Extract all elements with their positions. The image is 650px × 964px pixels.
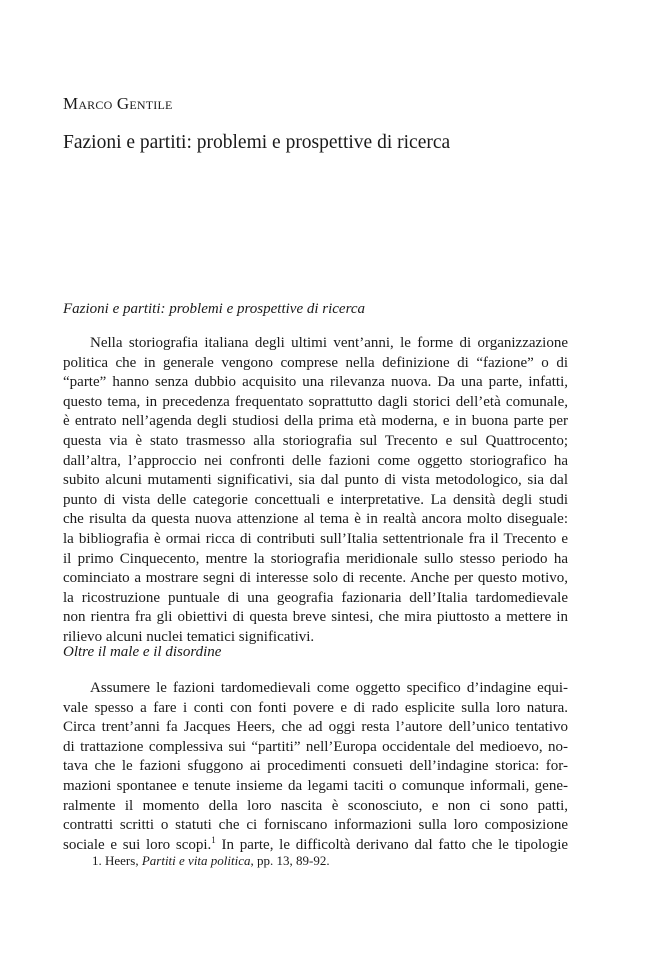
footnote-author: Heers,: [105, 853, 139, 868]
text-line: è entrato nell’agenda degli studiosi della prima età moderna, e in buona parte per: [63, 413, 568, 430]
footnote-1: [92, 853, 330, 869]
text-line: dall’altra, l’approccio nei confronti delle fazioni come oggetto storiografico ha: [63, 452, 568, 469]
footnote-pages: , pp. 13, 89-92.: [250, 853, 330, 868]
text-line: ralmente il momento della loro nascita è sconosciuto, e non ci sono patti,: [63, 797, 568, 814]
text-line: la ricostruzione puntuale di una geografia fazionaria dell’Italia tardomedievale: [63, 589, 568, 606]
text-line: mazioni spontanee e tenute insieme da legami taciti o comunque informali, gene-: [63, 777, 568, 794]
text-line: cominciato a mostrare segni di interesse solo di recente. Anche per questo motivo,: [63, 570, 568, 587]
text-line: questa via è stato trasmesso alla storiografia sul Trecento e sul Quattrocento;: [63, 432, 568, 449]
text-line: la bibliografia è ormai ricca di contributi sull’Italia settentrionale fra il Trecento e: [63, 530, 568, 547]
paragraph-oltre: [63, 679, 568, 855]
text-line: punto di vista delle categorie concettuali e interpretative. La densità degli studi: [63, 491, 568, 508]
chapter-title: Fazioni e partiti: problemi e prospettive di ricerca: [63, 132, 451, 153]
text-line: contratti scritti o statuti che ci forniscano informazioni sulla loro composizione: [63, 817, 568, 834]
text-line: subito alcuni mutamenti significativi, sia dal punto di vista metodologico, sia dal: [63, 472, 568, 489]
text-line: che risulta da questa nuova attenzione al tema è in realtà ancora molto diseguale:: [63, 511, 568, 528]
text-line: Assumere le fazioni tardomedievali come oggetto specifico d’indagine equi-: [90, 680, 568, 696]
text-line: questo tema, in precedenza frequentato soprattutto dagli storici dell’età comunale,: [63, 393, 568, 410]
line-text-start: sociale e sui loro scopi.: [63, 836, 212, 853]
footnote-number: 1.: [92, 853, 102, 868]
author-name: Marco Gentile: [63, 94, 173, 113]
text-line: “parte” hanno senza dubbio acquisito una rilevanza nuova. Da una parte, infatti,: [63, 374, 568, 391]
text-line: rilievo alcuni nuclei tematici significativi.: [63, 628, 315, 645]
text-line: tava che le fazioni sfuggono ai procedimenti consueti dell’indagine storica: for-: [63, 758, 568, 775]
text-line: politica che in generale vengono comprese nella definizione di “fazione” o di: [63, 354, 568, 371]
section-heading-oltre: Oltre il male e il disordine: [63, 644, 222, 660]
paragraph-intro: [63, 334, 568, 648]
footnote-ref-1[interactable]: 1: [211, 834, 216, 845]
section-heading-intro: Fazioni e partiti: problemi e prospettive di ricerca: [63, 301, 366, 317]
text-line: non rientra fra gli obiettivi di questa breve sintesi, che mira piuttosto a mettere in: [63, 609, 568, 626]
text-line: di trattazione complessiva sui “partiti” nell’Europa occidentale del medioevo, no-: [63, 738, 568, 755]
text-line: il primo Cinquecento, mentre la storiografia meridionale sullo stesso periodo ha: [63, 550, 568, 567]
text-line: Circa trent’anni fa Jacques Heers, che ad oggi resta l’autore dell’unico tentativo: [63, 719, 568, 736]
text-line: Nella storiografia italiana degli ultimi vent’anni, le forme di organizzazione: [90, 335, 568, 351]
line-text-end: In parte, le difficoltà derivano dal fatto che le tipologie: [221, 836, 569, 853]
text-line: vale spesso a fare i conti con fonti povere e di rado esplicite sulla loro natura.: [63, 699, 568, 716]
footnote-work-title: Partiti e vita politica: [141, 853, 251, 868]
